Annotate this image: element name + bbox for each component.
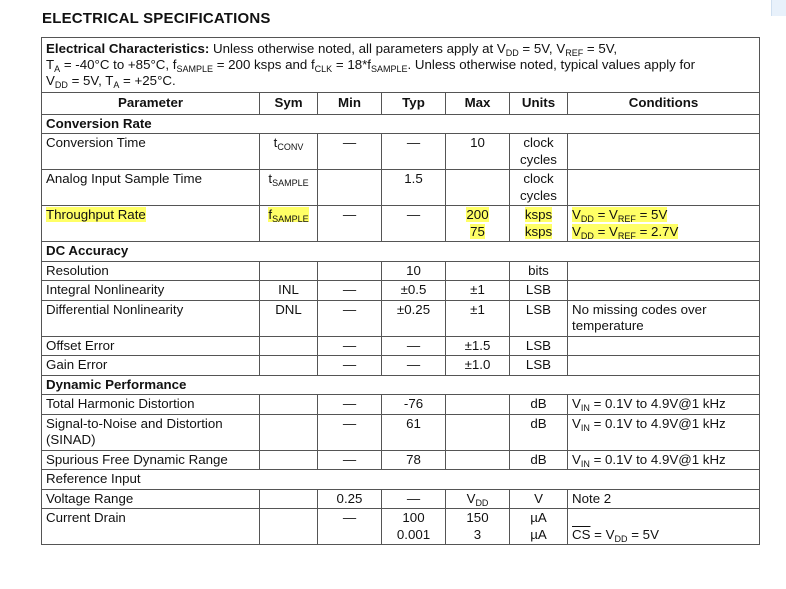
cond-sub: DD — [580, 214, 594, 224]
table-intro — [42, 38, 760, 93]
units-cell: V — [510, 489, 568, 509]
table-row — [42, 170, 760, 206]
max-cell — [446, 206, 510, 242]
cond-cell — [568, 206, 760, 242]
typ-cell: 61 — [382, 414, 446, 450]
units-cell — [510, 134, 568, 170]
units-cell: LSB — [510, 356, 568, 376]
table-row — [42, 414, 760, 450]
min-cell: — — [318, 300, 382, 336]
min-cell — [318, 170, 382, 206]
max-cell: ±1.0 — [446, 356, 510, 376]
section-conversion-rate: Conversion Rate — [42, 114, 760, 134]
cond-line: No missing codes over — [572, 301, 707, 317]
intro-sub: A — [113, 80, 120, 90]
min-cell: — — [318, 450, 382, 470]
sym-cell — [260, 414, 318, 450]
units-cell: LSB — [510, 300, 568, 336]
sym-cell — [260, 134, 318, 170]
sym-text: t — [268, 171, 273, 186]
cond-text: V — [572, 223, 581, 239]
sym-cell — [260, 336, 318, 356]
intro-text: Unless otherwise noted, all parameters apply at V — [209, 41, 506, 56]
col-header-min: Min — [318, 93, 382, 115]
max-line: 3 — [473, 526, 482, 542]
intro-sub: DD — [54, 80, 68, 90]
units-line: µA — [530, 526, 547, 542]
intro-text: = +25°C. — [119, 73, 176, 88]
intro-text: . Unless otherwise noted, typical values apply for — [407, 57, 696, 72]
sym-cell: DNL — [260, 300, 318, 336]
cond-text: = 5V — [635, 207, 668, 222]
units-line: clock — [523, 171, 554, 186]
intro-sub: REF — [565, 48, 584, 58]
cond-text: V — [572, 207, 581, 222]
cond-cell: Note 2 — [568, 489, 760, 509]
highlighted-text — [268, 207, 308, 222]
sym-text: t — [273, 135, 278, 150]
highlighted-text: 200 — [466, 207, 489, 222]
table-row — [42, 450, 760, 470]
max-line: 150 — [466, 510, 489, 525]
intro-text: = 5V, — [583, 41, 618, 56]
typ-cell: ±0.25 — [382, 300, 446, 336]
typ-cell: -76 — [382, 395, 446, 415]
units-cell: LSB — [510, 336, 568, 356]
cond-sub: IN — [580, 403, 590, 413]
min-cell: 0.25 — [318, 489, 382, 509]
param-cell: Spurious Free Dynamic Range — [42, 450, 260, 470]
min-cell — [318, 261, 382, 281]
max-cell: ±1 — [446, 300, 510, 336]
cond-sub: IN — [580, 422, 590, 433]
sym-cell — [260, 489, 318, 509]
min-cell: — — [318, 134, 382, 170]
max-cell — [446, 261, 510, 281]
intro-text: = -40°C to +85°C, f — [60, 57, 177, 72]
units-cell — [510, 170, 568, 206]
min-cell: — — [318, 414, 382, 450]
cond-sub: IN — [580, 458, 590, 469]
sym-cell — [260, 170, 318, 206]
typ-cell — [382, 509, 446, 545]
section-dynamic-performance: Dynamic Performance — [42, 375, 760, 395]
max-cell: 10 — [446, 134, 510, 170]
intro-sub: CLK — [314, 64, 333, 74]
table-row — [42, 336, 760, 356]
max-cell — [446, 170, 510, 206]
sym-cell — [260, 261, 318, 281]
page-corner-decoration — [771, 0, 786, 16]
cond-cell — [568, 134, 760, 170]
sym-cell: INL — [260, 281, 318, 301]
sym-sub: SAMPLE — [272, 178, 309, 188]
param-line: Signal-to-Noise and Distortion — [46, 415, 223, 431]
cond-cell — [568, 414, 760, 450]
intro-text: = 200 ksps and f — [213, 57, 315, 72]
param-cell: Voltage Range — [42, 489, 260, 509]
cond-cell — [568, 356, 760, 376]
param-line: (SINAD) — [46, 432, 96, 447]
highlighted-text: ksps — [524, 207, 553, 222]
spec-table — [41, 37, 760, 545]
intro-sub: DD — [505, 48, 519, 58]
cond-text: = V — [590, 526, 615, 542]
cond-cell — [568, 281, 760, 301]
col-header-conditions: Conditions — [568, 93, 760, 115]
intro-sub: A — [54, 64, 61, 74]
typ-cell: 10 — [382, 261, 446, 281]
min-cell: — — [318, 356, 382, 376]
sym-cell — [260, 509, 318, 545]
units-cell: dB — [510, 450, 568, 470]
max-cell — [446, 489, 510, 509]
param-cell: Current Drain — [42, 509, 260, 545]
cond-cell — [568, 450, 760, 470]
cond-text: = 0.1V to 4.9V@1 kHz — [589, 415, 726, 431]
cond-cell — [568, 336, 760, 356]
max-sub: DD — [475, 497, 489, 508]
param-cell: Conversion Time — [42, 134, 260, 170]
sym-sub: CONV — [277, 142, 304, 152]
max-cell: ±1.5 — [446, 336, 510, 356]
units-line: cycles — [520, 151, 557, 167]
typ-cell: — — [382, 206, 446, 242]
cond-cell — [568, 261, 760, 281]
col-header-max: Max — [446, 93, 510, 115]
highlighted-text — [572, 207, 667, 222]
max-cell: ±1 — [446, 281, 510, 301]
param-cell: Gain Error — [42, 356, 260, 376]
col-header-parameter: Parameter — [42, 93, 260, 115]
intro-text: T — [46, 57, 55, 72]
intro-sub: SAMPLE — [176, 64, 213, 74]
table-row — [42, 261, 760, 281]
sym-sub: SAMPLE — [272, 214, 309, 224]
cond-sub: DD — [580, 230, 594, 241]
typ-line: 0.001 — [396, 526, 431, 542]
highlighted-text: Throughput Rate — [46, 207, 146, 222]
min-cell: — — [318, 395, 382, 415]
units-cell — [510, 206, 568, 242]
table-row — [42, 134, 760, 170]
cond-text: V — [572, 396, 581, 411]
param-cell: Integral Nonlinearity — [42, 281, 260, 301]
param-cell: Resolution — [42, 261, 260, 281]
units-line: clock — [523, 135, 554, 150]
typ-cell: — — [382, 489, 446, 509]
header-row — [42, 93, 760, 115]
cond-text: = V — [593, 207, 618, 222]
min-cell: — — [318, 509, 382, 545]
typ-cell: 1.5 — [382, 170, 446, 206]
cond-cell — [568, 395, 760, 415]
cond-text: = 0.1V to 4.9V@1 kHz — [589, 451, 726, 467]
param-cell — [42, 206, 260, 242]
param-cell: Total Harmonic Distortion — [42, 395, 260, 415]
table-row — [42, 300, 760, 336]
max-cell — [446, 450, 510, 470]
units-cell: LSB — [510, 281, 568, 301]
sym-cell — [260, 356, 318, 376]
param-cell: Analog Input Sample Time — [42, 170, 260, 206]
cond-cell — [568, 300, 760, 336]
max-cell — [446, 395, 510, 415]
cond-text: = 2.7V — [635, 223, 679, 239]
col-header-typ: Typ — [382, 93, 446, 115]
sym-cell — [260, 395, 318, 415]
col-header-units: Units — [510, 93, 568, 115]
section-reference-input: Reference Input — [42, 470, 760, 490]
cond-text: $\overline{CS}$ — [572, 526, 591, 542]
min-cell: — — [318, 281, 382, 301]
table-row — [42, 489, 760, 509]
cond-text: V — [572, 451, 581, 467]
col-header-sym: Sym — [260, 93, 318, 115]
cond-sub: REF — [617, 230, 636, 241]
cond-text: = 5V — [627, 526, 659, 542]
cond-text: V — [572, 415, 581, 431]
cond-line: temperature — [572, 318, 644, 333]
max-cell — [446, 509, 510, 545]
intro-text: = 5V, V — [518, 41, 566, 56]
cond-text: = V — [593, 223, 618, 239]
min-cell: — — [318, 336, 382, 356]
param-cell — [42, 414, 260, 450]
sym-text: f — [268, 207, 273, 222]
max-text: V — [466, 490, 476, 506]
highlighted-text: 75 — [470, 223, 485, 239]
cond-sub: REF — [617, 214, 636, 224]
table-row — [42, 509, 760, 545]
typ-cell: ±0.5 — [382, 281, 446, 301]
intro-bold: Electrical Characteristics: — [46, 41, 210, 56]
typ-cell: — — [382, 134, 446, 170]
table-row-highlighted — [42, 206, 760, 242]
units-cell — [510, 509, 568, 545]
sym-cell — [260, 450, 318, 470]
intro-sub: SAMPLE — [371, 64, 408, 74]
typ-cell: 78 — [382, 450, 446, 470]
cond-sub: DD — [614, 533, 628, 544]
typ-line: 100 — [402, 510, 425, 525]
intro-text: = 18*f — [332, 57, 371, 72]
table-row — [42, 356, 760, 376]
table-row — [42, 395, 760, 415]
units-line: µA — [530, 510, 547, 525]
max-cell — [446, 414, 510, 450]
sym-cell — [260, 206, 318, 242]
cond-cell — [568, 170, 760, 206]
section-dc-accuracy: DC Accuracy — [42, 242, 760, 262]
table-row — [42, 281, 760, 301]
highlighted-text — [572, 224, 678, 239]
highlighted-text: ksps — [524, 223, 553, 239]
units-cell: dB — [510, 395, 568, 415]
units-cell: bits — [510, 261, 568, 281]
min-cell: — — [318, 206, 382, 242]
typ-cell: — — [382, 336, 446, 356]
intro-text: = 5V, T — [67, 73, 114, 88]
units-line: cycles — [520, 187, 557, 203]
param-cell: Differential Nonlinearity — [42, 300, 260, 336]
param-cell: Offset Error — [42, 336, 260, 356]
typ-cell: — — [382, 356, 446, 376]
intro-text: V — [46, 73, 55, 88]
units-cell: dB — [510, 414, 568, 450]
cond-cell — [568, 509, 760, 545]
cond-text: = 0.1V to 4.9V@1 kHz — [589, 396, 726, 411]
section-heading: ELECTRICAL SPECIFICATIONS — [42, 10, 271, 27]
